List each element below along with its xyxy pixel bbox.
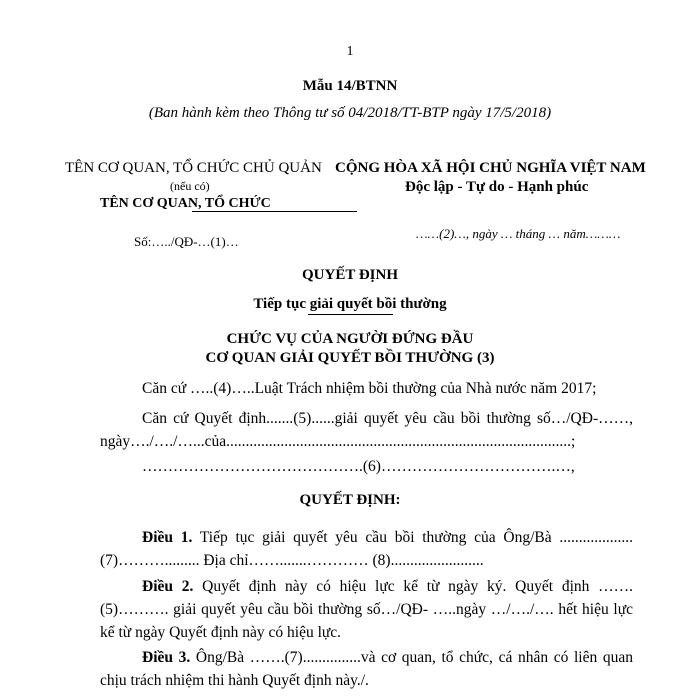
article-2-text: Quyết định này có hiệu lực kể từ ngày ký. Quyết định …….(5)………. giải quyết yêu cầu bồi thường số…/QĐ- …..ngày …/…./…. hết hiệu lực kể từ ngày Quyết định này có hiệu lực. xyxy=(100,578,633,641)
header-left-underline xyxy=(192,211,357,212)
article-2-label: Điều 2. xyxy=(142,578,194,595)
article-1-text: Tiếp tục giải quyết yêu cầu bồi thường của Ông/Bà ...................(7)………......... Địa chỉ…….......………… (8)........................ xyxy=(100,529,633,569)
authority-line-2: CƠ QUAN GIẢI QUYẾT BỒI THƯỜNG (3) xyxy=(205,350,495,366)
header-left-agency-parent: TÊN CƠ QUAN, TỔ CHỨC CHỦ QUẢN xyxy=(65,160,322,176)
basis-law: Căn cứ …..(4)…..Luật Trách nhiệm bồi thường của Nhà nước năm 2017; xyxy=(142,380,597,397)
header-right-motto: Độc lập - Tự do - Hạnh phúc xyxy=(405,179,589,195)
article-1 xyxy=(100,526,633,572)
issued-note: (Ban hành kèm theo Thông tư số 04/2018/TT-BTP ngày 17/5/2018) xyxy=(148,105,552,121)
document-number: Số:…../QĐ-…(1)… xyxy=(134,234,239,249)
page-number: 1 xyxy=(346,44,354,59)
header-left-agency: TÊN CƠ QUAN, TỔ CHỨC xyxy=(100,196,271,211)
article-1-label: Điều 1. xyxy=(142,529,193,546)
subtitle-underline xyxy=(308,314,393,315)
document-title: QUYẾT ĐỊNH xyxy=(302,267,398,283)
article-3-text: Ông/Bà …….(7)...............và cơ quan, tổ chức, cá nhân có liên quan chịu trách nhiệm thi hành Quyết định này./. xyxy=(100,649,634,689)
authority-line-1: CHỨC VỤ CỦA NGƯỜI ĐỨNG ĐẦU xyxy=(226,331,474,347)
article-2 xyxy=(100,575,633,644)
article-3 xyxy=(100,646,633,692)
basis-other: …………………………………….(6)…………………………….…, xyxy=(142,458,575,475)
place-date: ……(2)…, ngày … tháng … năm……… xyxy=(416,226,621,241)
header-left-note: (nếu có) xyxy=(170,179,210,193)
basis-decision: Căn cứ Quyết định.......(5)......giải quyết yêu cầu bồi thường số…/QĐ-……, ngày…./…./…...của.........................................................................................; xyxy=(100,410,633,450)
header-right-country: CỘNG HÒA XÃ HỘI CHỦ NGHĨA VIỆT NAM xyxy=(335,160,646,176)
form-code: Mẫu 14/BTNN xyxy=(302,78,398,94)
decision-heading: QUYẾT ĐỊNH: xyxy=(299,492,401,508)
article-3-label: Điều 3. xyxy=(142,649,191,666)
document-subtitle: Tiếp tục giải quyết bồi thường xyxy=(253,296,447,312)
